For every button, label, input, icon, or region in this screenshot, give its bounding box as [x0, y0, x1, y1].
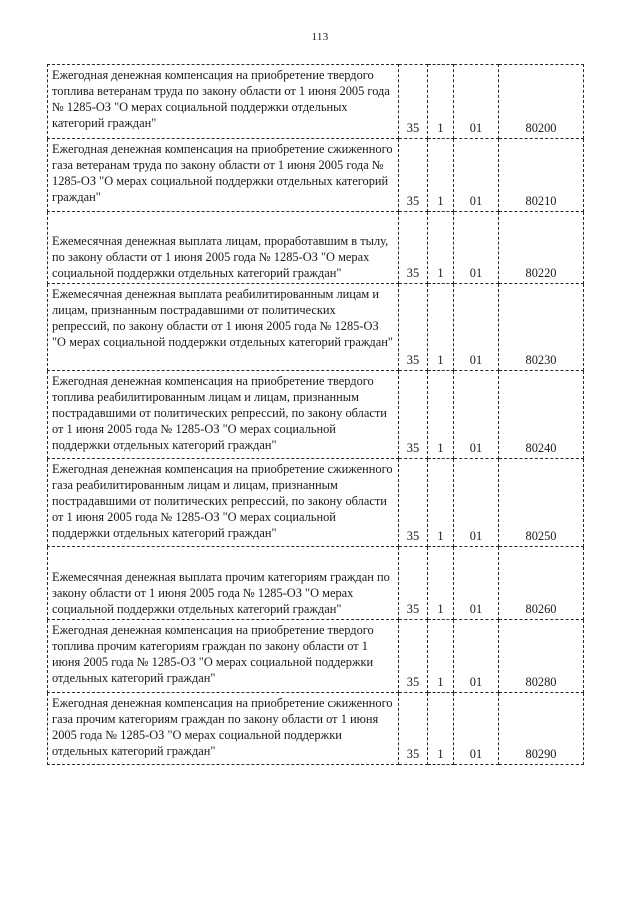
program-code: 35	[399, 212, 428, 284]
direction-code: 80280	[499, 620, 584, 693]
main-event-code: 01	[454, 693, 499, 765]
direction-code: 80220	[499, 212, 584, 284]
subprogram-code: 1	[428, 284, 454, 371]
program-code: 35	[399, 65, 428, 139]
direction-code: 80230	[499, 284, 584, 371]
subprogram-code: 1	[428, 620, 454, 693]
row-description: Ежегодная денежная компенсация на приобретение твердого топлива реабилитированным лицам и лицам, признанным пострадавшими от политических репрессий, по закону области от 1 июня 2005 года № 1285-ОЗ "О мерах социальной поддержки отдельных категорий граждан"	[48, 371, 399, 459]
table-row	[48, 65, 584, 139]
row-description: Ежегодная денежная компенсация на приобретение сжиженного газа ветеранам труда по закону области от 1 июня 2005 года № 1285-ОЗ "О мерах социальной поддержки отдельных категорий граждан"	[48, 139, 399, 212]
table-row	[48, 693, 584, 765]
direction-code: 80260	[499, 547, 584, 620]
subprogram-code: 1	[428, 371, 454, 459]
main-event-code: 01	[454, 65, 499, 139]
main-event-code: 01	[454, 371, 499, 459]
program-code: 35	[399, 620, 428, 693]
table-row	[48, 459, 584, 547]
row-description: Ежемесячная денежная выплата реабилитированным лицам и лицам, признанным пострадавшими от политических репрессий, по закону области от 1 июня 2005 года № 1285-ОЗ "О мерах социальной поддержки отдельных категорий граждан"	[48, 284, 399, 371]
table-row	[48, 620, 584, 693]
main-event-code: 01	[454, 459, 499, 547]
table-row	[48, 212, 584, 284]
subprogram-code: 1	[428, 65, 454, 139]
table-row	[48, 547, 584, 620]
direction-code: 80290	[499, 693, 584, 765]
main-event-code: 01	[454, 212, 499, 284]
program-code: 35	[399, 284, 428, 371]
program-code: 35	[399, 547, 428, 620]
program-code: 35	[399, 371, 428, 459]
program-code: 35	[399, 459, 428, 547]
row-description: Ежемесячная денежная выплата лицам, проработавшим в тылу, по закону области от 1 июня 2005 года № 1285-ОЗ "О мерах социальной поддержки отдельных категорий граждан"	[48, 212, 399, 284]
row-description: Ежегодная денежная компенсация на приобретение твердого топлива прочим категориям граждан по закону области от 1 июня 2005 года № 1285-ОЗ "О мерах социальной поддержки отдельных категорий граждан"	[48, 620, 399, 693]
direction-code: 80240	[499, 371, 584, 459]
main-event-code: 01	[454, 620, 499, 693]
row-description: Ежегодная денежная компенсация на приобретение твердого топлива ветеранам труда по закону области от 1 июня 2005 года № 1285-ОЗ "О мерах социальной поддержки отдельных категорий граждан"	[48, 65, 399, 139]
row-description: Ежемесячная денежная выплата прочим категориям граждан по закону области от 1 июня 2005 года № 1285-ОЗ "О мерах социальной поддержки отдельных категорий граждан"	[48, 547, 399, 620]
direction-code: 80250	[499, 459, 584, 547]
page-number: 113	[311, 31, 329, 43]
program-code: 35	[399, 693, 428, 765]
table-row	[48, 139, 584, 212]
direction-code: 80200	[499, 65, 584, 139]
table-row	[48, 284, 584, 371]
subprogram-code: 1	[428, 547, 454, 620]
program-code: 35	[399, 139, 428, 212]
subprogram-code: 1	[428, 212, 454, 284]
subprogram-code: 1	[428, 459, 454, 547]
budget-classification-table	[47, 64, 584, 765]
subprogram-code: 1	[428, 693, 454, 765]
main-event-code: 01	[454, 284, 499, 371]
table-row	[48, 371, 584, 459]
main-event-code: 01	[454, 139, 499, 212]
row-description: Ежегодная денежная компенсация на приобретение сжиженного газа реабилитированным лицам и лицам, признанным пострадавшими от политических репрессий, по закону области от 1 июня 2005 года № 1285-ОЗ "О мерах социальной поддержки отдельных категорий граждан"	[48, 459, 399, 547]
direction-code: 80210	[499, 139, 584, 212]
row-description: Ежегодная денежная компенсация на приобретение сжиженного газа прочим категориям граждан по закону области от 1 июня 2005 года № 1285-ОЗ "О мерах социальной поддержки отдельных категорий граждан"	[48, 693, 399, 765]
main-event-code: 01	[454, 547, 499, 620]
subprogram-code: 1	[428, 139, 454, 212]
